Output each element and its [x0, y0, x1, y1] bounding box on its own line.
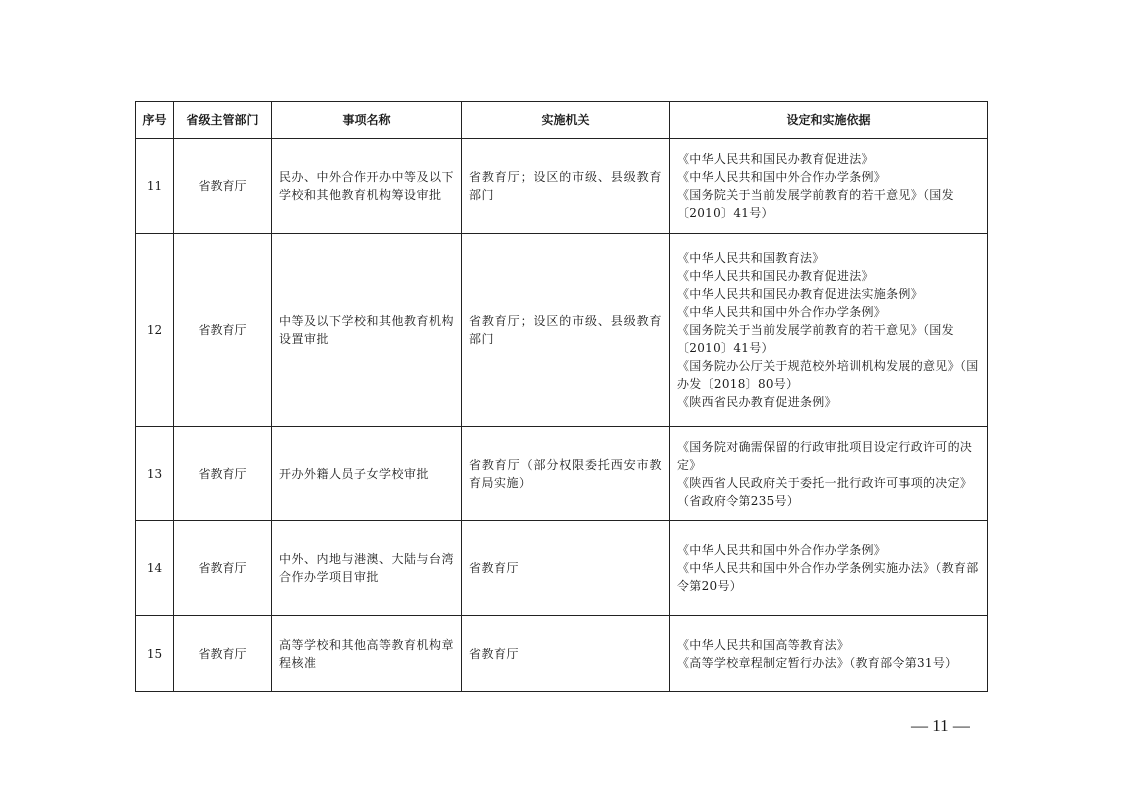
basis-entry: 《中华人民共和国民办教育促进法》 [677, 269, 874, 283]
basis-entry: 《陕西省人民政府关于委托一批行政许可事项的决定》（省政府令第235号） [677, 475, 973, 508]
basis-entry: 《国务院关于当前发展学前教育的若干意见》（国发〔2010〕41号） [677, 323, 954, 355]
basis-entry: 《国务院对确需保留的行政审批项目设定行政许可的决定》 [677, 439, 973, 472]
row-item-name: 中等及以下学校和其他教育机构设置审批 [272, 234, 462, 427]
row-legal-basis [670, 427, 988, 521]
row-implementing-agency: 省教育厅（部分权限委托西安市教育局实施） [462, 427, 670, 521]
row-item-name: 高等学校和其他高等教育机构章程核准 [272, 616, 462, 692]
table-row [136, 616, 988, 692]
row-legal-basis [670, 521, 988, 616]
table-row [136, 234, 988, 427]
header-implementing-agency: 实施机关 [462, 102, 670, 139]
row-implementing-agency: 省教育厅 [462, 521, 670, 616]
basis-entry: 《中华人民共和国民办教育促进法实施条例》 [677, 287, 924, 301]
row-item-name: 中外、内地与港澳、大陆与台湾合作办学项目审批 [272, 521, 462, 616]
header-item-name: 事项名称 [272, 102, 462, 139]
row-implementing-agency: 省教育厅；设区的市级、县级教育部门 [462, 234, 670, 427]
page-number: — 11 — [911, 716, 970, 735]
basis-entry: 《中华人民共和国中外合作办学条例》 [677, 543, 887, 557]
table-row [136, 521, 988, 616]
row-department: 省教育厅 [174, 521, 272, 616]
row-legal-basis [670, 139, 988, 234]
basis-entry: 《国务院关于当前发展学前教育的若干意见》（国发〔2010〕41号） [677, 188, 954, 220]
header-department: 省级主管部门 [174, 102, 272, 139]
row-legal-basis [670, 616, 988, 692]
row-serial-number: 13 [136, 427, 174, 521]
basis-entry: 《中华人民共和国中外合作办学条例》 [677, 305, 887, 319]
row-serial-number: 15 [136, 616, 174, 692]
row-implementing-agency: 省教育厅 [462, 616, 670, 692]
row-implementing-agency: 省教育厅；设区的市级、县级教育部门 [462, 139, 670, 234]
header-legal-basis: 设定和实施依据 [670, 102, 988, 139]
basis-entry: 《国务院办公厅关于规范校外培训机构发展的意见》（国办发〔2018〕80号） [677, 359, 979, 391]
basis-entry: 《中华人民共和国高等教育法》 [677, 637, 850, 652]
basis-entry: 《高等学校章程制定暂行办法》（教育部令第31号） [677, 655, 958, 670]
row-department: 省教育厅 [174, 616, 272, 692]
header-serial-number: 序号 [136, 102, 174, 139]
row-department: 省教育厅 [174, 139, 272, 234]
table-row [136, 139, 988, 234]
row-item-name: 民办、中外合作开办中等及以下学校和其他教育机构筹设审批 [272, 139, 462, 234]
row-serial-number: 11 [136, 139, 174, 234]
row-item-name: 开办外籍人员子女学校审批 [272, 427, 462, 521]
basis-entry: 《中华人民共和国中外合作办学条例实施办法》（教育部令第20号） [677, 561, 979, 593]
basis-entry: 《陕西省民办教育促进条例》 [677, 395, 837, 409]
row-legal-basis [670, 234, 988, 427]
basis-entry: 《中华人民共和国中外合作办学条例》 [677, 170, 887, 184]
approval-items-table [135, 101, 988, 692]
table-header-row [136, 102, 988, 139]
basis-entry: 《中华人民共和国教育法》 [677, 251, 825, 265]
table-row [136, 427, 988, 521]
row-department: 省教育厅 [174, 427, 272, 521]
row-serial-number: 12 [136, 234, 174, 427]
row-serial-number: 14 [136, 521, 174, 616]
row-department: 省教育厅 [174, 234, 272, 427]
basis-entry: 《中华人民共和国民办教育促进法》 [677, 152, 874, 166]
